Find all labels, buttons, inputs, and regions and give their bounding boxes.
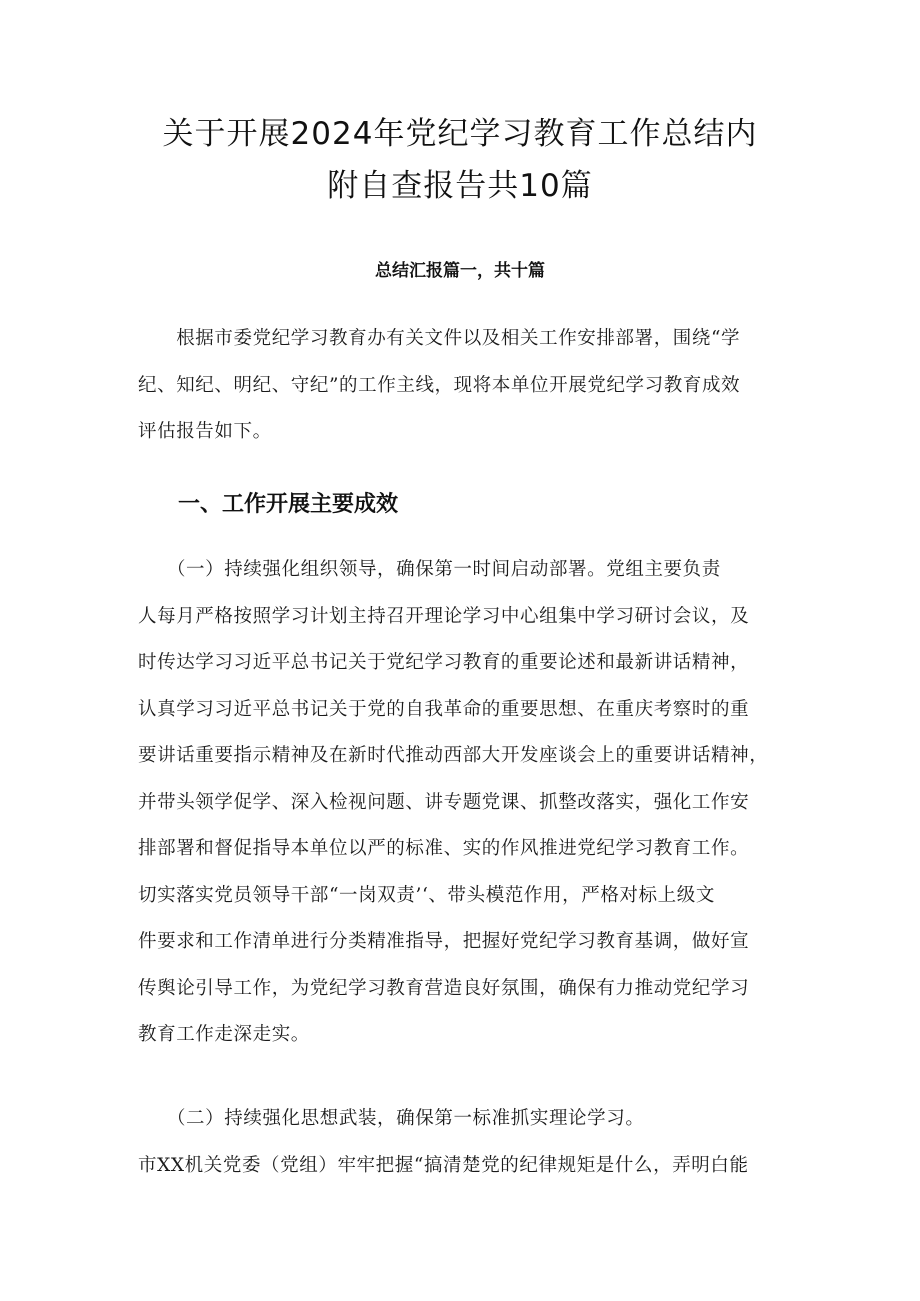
paragraph-line: 要讲话重要指示精神及在新时代推动西部大开发座谈会上的重要讲话精神， (138, 745, 769, 766)
document-title (0, 108, 920, 212)
paragraph-line: 传舆论引导工作，为党纪学习教育营造良好氛围，确保有力推动党纪学习 (138, 977, 750, 999)
title-line-2: 附自查报告共10篇 (327, 168, 593, 204)
paragraph-line: （一）持续强化组织领导，确保第一时间启动部署。党组主要负责 (138, 559, 721, 580)
paragraph-line: 认真学习习近平总书记关于党的自我革命的重要思想、在重庆考察时的重 (138, 698, 750, 720)
paragraph-line: 件要求和工作清单进行分类精准指导，把握好党纪学习教育基调，做好宣 (138, 931, 750, 952)
paragraph-line: 排部署和督促指导本单位以严的标准、实的作风推进党纪学习教育工作。 (138, 838, 750, 859)
paragraph-line: 人每月严格按照学习计划主持召开理论学习中心组集中学习研讨会议，及 (138, 605, 750, 627)
paragraph-line: 市XX机关党委（党组）牢牢把握“搞清楚党的纪律规矩是什么，弄明白能 (138, 1154, 749, 1176)
intro-paragraph (138, 316, 790, 456)
paragraph-1 (138, 547, 790, 1059)
section-heading: 一、工作开展主要成效 (178, 492, 399, 517)
paragraph-line: 时传达学习习近平总书记关于党纪学习教育的重要论述和最新讲话精神， (138, 652, 750, 673)
intro-line: 根据市委党纪学习教育办有关文件以及相关工作安排部署，围绕“学 (138, 328, 741, 349)
intro-line: 纪、知纪、明纪、守纪”的工作主线，现将本单位开展党纪学习教育成效 (138, 374, 741, 396)
paragraph-line: （二）持续强化思想武装，确保第一标准抓实理论学习。 (138, 1108, 645, 1129)
intro-line: 评估报告如下。 (138, 421, 272, 442)
document-subtitle: 总结汇报篇一，共十篇 (375, 261, 545, 281)
paragraph-line: 并带头领学促学、深入检视问题、讲专题党课、抓整改落实，强化工作安 (138, 791, 750, 813)
paragraph-line: 教育工作走深走实。 (138, 1024, 310, 1045)
title-line-1: 关于开展2024年党纪学习教育工作总结内 (162, 116, 758, 152)
paragraph-line: 切实落实党员领导干部“一岗双责’‘、带头模范作用，严格对标上级文 (138, 884, 715, 906)
paragraph-2 (138, 1096, 790, 1189)
